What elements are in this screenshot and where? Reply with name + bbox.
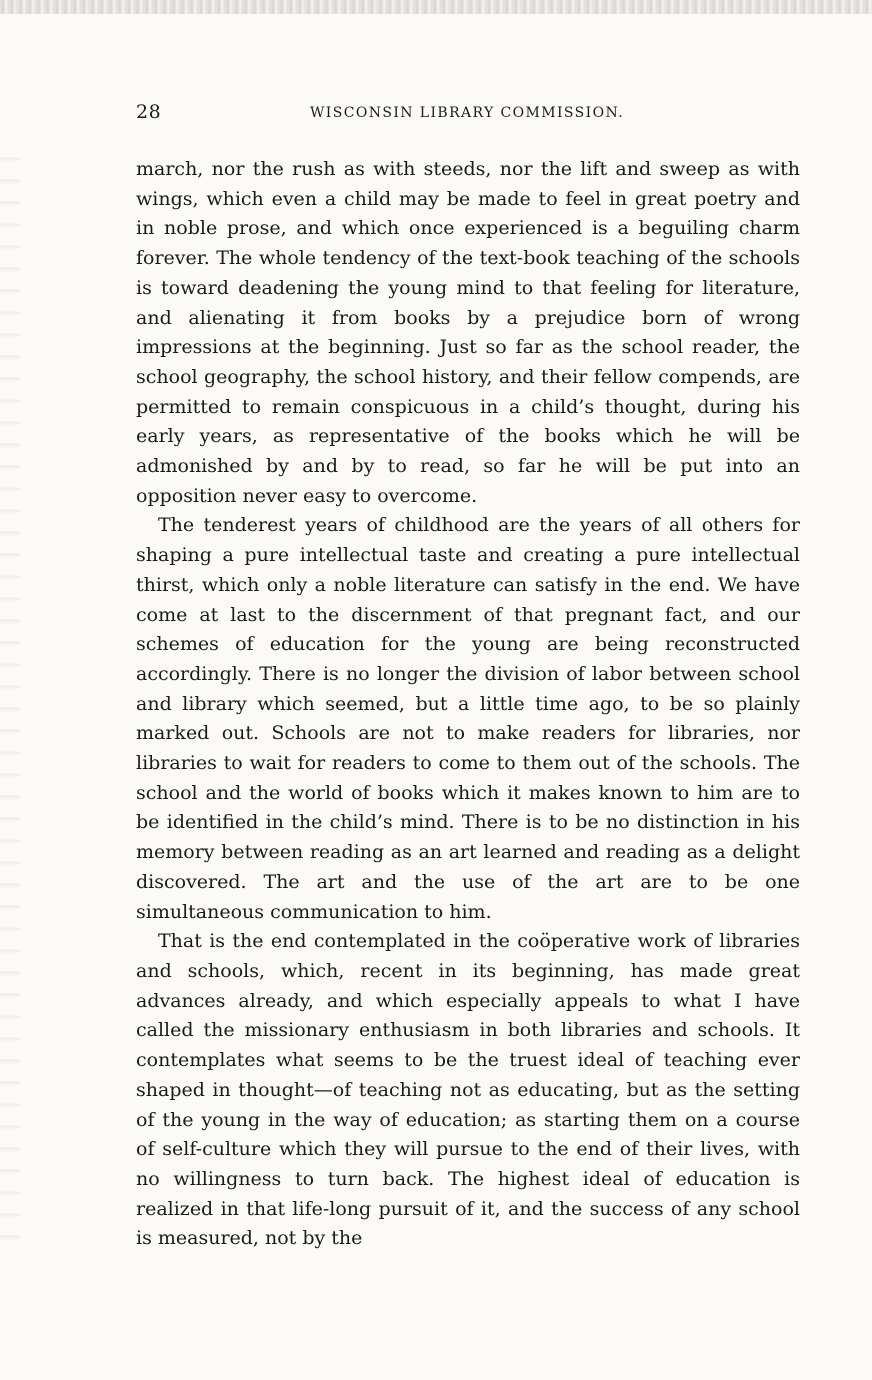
page-header <box>136 101 800 131</box>
page-left-edge <box>0 140 20 1240</box>
paragraph-1: march, nor the rush as with steeds, nor the lift and sweep as with wings, which even a child may be made to feel in great poetry and in noble prose, and which once experienced is a beguiling charm forever. The whole tendency of the text-book teaching of the schools is toward deadening the young mind to that feeling for literature, and alienating it from books by a prejudice born of wrong impressions at the beginning. Just so far as the school reader, the school geography, the school history, and their fellow compends, are permitted to remain conspicuous in a child’s thought, during his early years, as representative of the books which he will be admonished by and by to read, so far he will be put into an opposition never easy to overcome. <box>136 158 800 507</box>
running-head: WISCONSIN LIBRARY COMMISSION. <box>310 105 625 121</box>
body-text <box>136 155 800 1254</box>
paragraph-3: That is the end contemplated in the coöperative work of libraries and schools, which, recent in its beginning, has made great advances already, and which especially appeals to what I have called the missionary enthusiasm in both libraries and schools. It contemplates what seems to be the truest ideal of teaching ever shaped in thought—of teaching not as educating, but as the setting of the young in the way of education; as starting them on a course of self-culture which they will pursue to the end of their lives, with no willingness to turn back. The highest ideal of education is realized in that life-long pursuit of it, and the success of any school is measured, not by the <box>136 930 800 1250</box>
page-number: 28 <box>136 101 162 123</box>
page-top-edge <box>0 0 872 14</box>
paragraph-2: The tenderest years of childhood are the years of all others for shaping a pure intellectual taste and creating a pure intellectual thirst, which only a noble literature can satisfy in the end. We have come at last to the discernment of that pregnant fact, and our schemes of education for the young are being reconstructed accordingly. There is no longer the division of labor between school and library which seemed, but a little time ago, to be so plainly marked out. Schools are not to make readers for libraries, nor libraries to wait for readers to come to them out of the schools. The school and the world of books which it makes known to him are to be identified in the child’s mind. There is to be no distinction in his memory between reading as an art learned and reading as a delight discovered. The art and the use of the art are to be one simultaneous communication to him. <box>136 514 800 923</box>
